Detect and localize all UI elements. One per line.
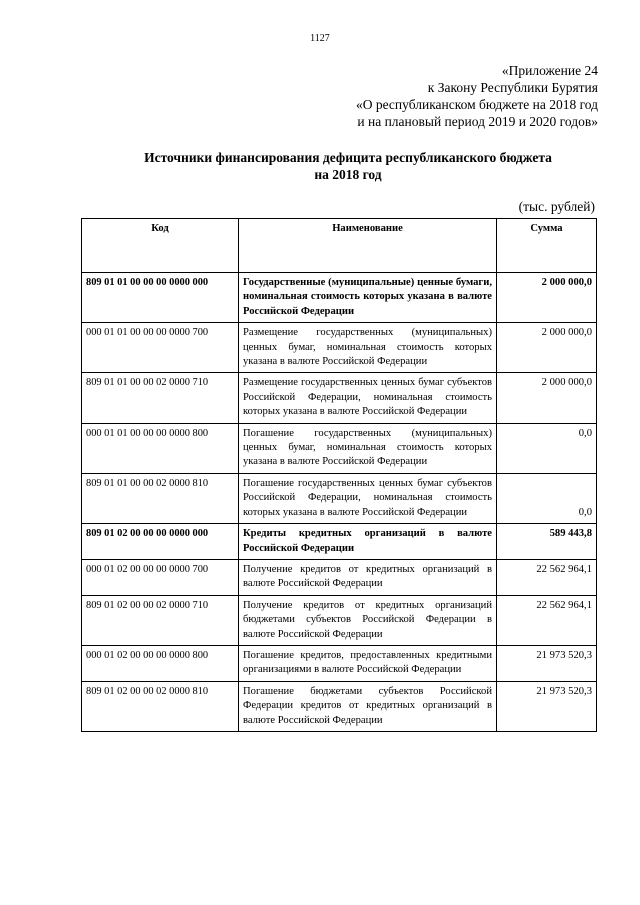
document-title (100, 149, 596, 183)
units-label: (тыс. рублей) (518, 199, 595, 214)
row-sum: 21 973 520,3 (497, 645, 597, 681)
row-name: Государственные (муниципальные) ценные бумаги, номинальная стоимость которых указана в валюте Российской Федерации (239, 273, 497, 323)
title-line: на 2018 год (314, 167, 382, 182)
row-code: 809 01 01 00 00 02 0000 810 (82, 473, 239, 523)
row-code: 809 01 01 00 00 00 0000 000 (82, 273, 239, 323)
row-name: Погашение государственных (муниципальных) ценных бумаг, номинальная стоимость которых указана в валюте Российской Федерации (239, 423, 497, 473)
row-code: 000 01 02 00 00 00 0000 700 (82, 559, 239, 595)
table-row (82, 681, 597, 731)
row-name: Кредиты кредитных организаций в валюте Российской Федерации (239, 524, 497, 560)
appendix-header (356, 62, 598, 130)
table-header-row (82, 219, 597, 273)
row-code: 809 01 02 00 00 00 0000 000 (82, 524, 239, 560)
appendix-line: к Закону Республики Бурятия (427, 80, 598, 95)
row-code: 809 01 02 00 00 02 0000 710 (82, 595, 239, 645)
row-sum: 2 000 000,0 (497, 323, 597, 373)
row-name: Получение кредитов от кредитных организаций бюджетами субъектов Российской Федерации в валюте Российской Федерации (239, 595, 497, 645)
column-header-sum: Сумма (497, 219, 597, 273)
row-code: 000 01 01 00 00 00 0000 800 (82, 423, 239, 473)
row-sum: 0,0 (497, 423, 597, 473)
row-sum: 2 000 000,0 (497, 373, 597, 423)
row-sum: 2 000 000,0 (497, 273, 597, 323)
row-code: 000 01 02 00 00 00 0000 800 (82, 645, 239, 681)
column-header-name: Наименование (239, 219, 497, 273)
row-name: Размещение государственных (муниципальных) ценных бумаг, номинальная стоимость которых указана в валюте Российской Федерации (239, 323, 497, 373)
page-number: 1127 (310, 33, 330, 44)
title-line: Источники финансирования дефицита республиканского бюджета (144, 150, 552, 165)
table-row (82, 473, 597, 523)
appendix-line: «О республиканском бюджете на 2018 год (355, 97, 598, 112)
table-row (82, 645, 597, 681)
row-code: 000 01 01 00 00 00 0000 700 (82, 323, 239, 373)
table-row (82, 373, 597, 423)
row-code: 809 01 02 00 00 02 0000 810 (82, 681, 239, 731)
row-code: 809 01 01 00 00 02 0000 710 (82, 373, 239, 423)
row-name: Погашение кредитов, предоставленных кредитными организациями в валюте Российской Федерации (239, 645, 497, 681)
column-header-code: Код (82, 219, 239, 273)
row-sum: 22 562 964,1 (497, 559, 597, 595)
appendix-line: и на плановый период 2019 и 2020 годов» (357, 114, 598, 129)
table-row (82, 559, 597, 595)
financing-sources-table (81, 218, 597, 732)
table-row (82, 323, 597, 373)
row-name: Размещение государственных ценных бумаг субъектов Российской Федерации, номинальная стоимость которых указана в валюте Российской Федерации (239, 373, 497, 423)
row-sum: 21 973 520,3 (497, 681, 597, 731)
row-name: Погашение государственных ценных бумаг субъектов Российской Федерации, номинальная стоимость которых указана в валюте Российской Федерации (239, 473, 497, 523)
table-row (82, 273, 597, 323)
row-sum: 22 562 964,1 (497, 595, 597, 645)
row-sum: 589 443,8 (497, 524, 597, 560)
appendix-line: «Приложение 24 (501, 63, 598, 78)
table-row (82, 524, 597, 560)
table-row (82, 595, 597, 645)
row-name: Получение кредитов от кредитных организаций в валюте Российской Федерации (239, 559, 497, 595)
row-sum: 0,0 (497, 473, 597, 523)
table-row (82, 423, 597, 473)
row-name: Погашение бюджетами субъектов Российской Федерации кредитов от кредитных организаций в валюте Российской Федерации (239, 681, 497, 731)
